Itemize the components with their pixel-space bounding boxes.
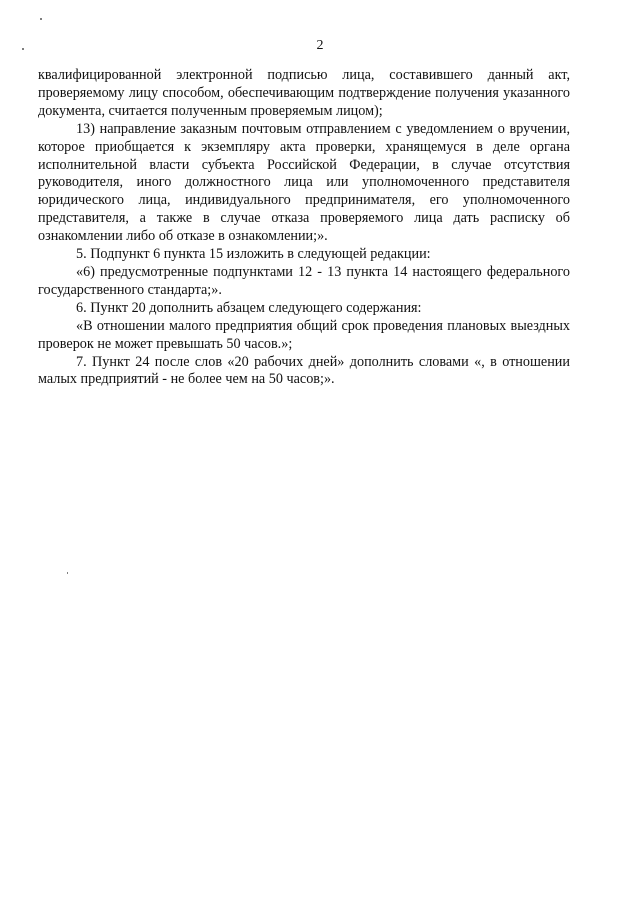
document-body: [38, 67, 570, 389]
page-number: 2: [316, 38, 324, 53]
paragraph-point-5: 5. Подпункт 6 пункта 15 изложить в следующей редакции:: [76, 246, 431, 263]
paragraph-quote-6: «6) предусмотренные подпунктами 12 - 13 пункта 14 настоящего федерального государственного стандарта;».: [38, 263, 570, 298]
scan-speck: [67, 572, 68, 574]
paragraph-item-13: 13) направление заказным почтовым отправлением с уведомлением о вручении, которое приобщается к экземпляру акта проверки, хранящемуся в деле органа исполнительной власти субъекта Российской Федерации, в случае отсутствия руководителя, иного должностного лица или уполномоченного представителя юридического лица, индивидуального предпринимателя, его уполномоченного представителя, а также в случае отказа проверяемого лица дать расписку об ознакомлении либо об отказе в ознакомлении;».: [38, 120, 570, 245]
paragraph-continuation: квалифицированной электронной подписью лица, составившего данный акт, проверяемому лицу способом, обеспечивающим подтверждение получения указанного документа, считается полученным проверяемым лицом);: [38, 67, 570, 119]
paragraph-point-7: 7. Пункт 24 после слов «20 рабочих дней» дополнить словами «, в отношении малых предприятий - не более чем на 50 часов;».: [38, 353, 570, 388]
paragraph-quote-small-enterprise: «В отношении малого предприятия общий срок проведения плановых выездных проверок не может превышать 50 часов.»;: [38, 317, 570, 352]
paragraph-point-6: 6. Пункт 20 дополнить абзацем следующего содержания:: [76, 299, 422, 316]
scan-speck: [40, 18, 42, 20]
